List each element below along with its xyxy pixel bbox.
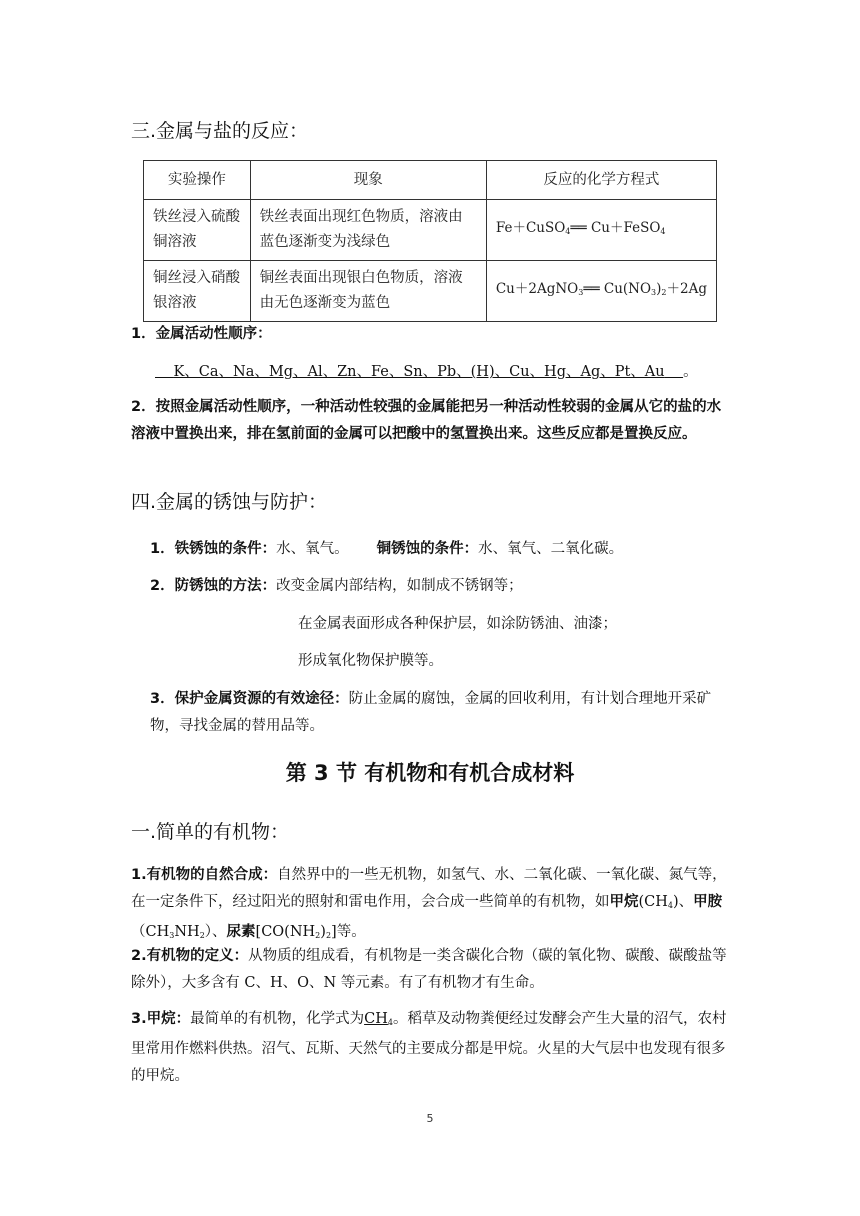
table-cell-equation: [486, 261, 716, 322]
activity-series-value: K、Ca、Na、Mg、Al、Zn、Fe、Sn、Pb、(H)、Cu、Hg、Ag、Pt、Au: [173, 364, 665, 380]
table-cell-operation: 铁丝浸入硫酸铜溶液: [144, 200, 251, 261]
formula-subscript: 2: [199, 931, 205, 940]
formula-part: [CO(NH: [255, 924, 316, 940]
eq-part: ): [656, 281, 662, 297]
formula-subscript: 4: [387, 1018, 393, 1027]
iron-corrosion-label: 1．铁锈蚀的条件：: [150, 541, 277, 557]
section-heading-corrosion: 四.金属的锈蚀与防护：: [131, 491, 328, 513]
resource-label: 3．保护金属资源的有效途径：: [150, 691, 349, 707]
table-cell-phenomenon: 铁丝表面出现红色物质，溶液由蓝色逐渐变为浅绿色: [250, 200, 486, 261]
formula-part: ): [320, 924, 326, 940]
anti-corrosion-label: 2．防锈蚀的方法：: [150, 578, 277, 594]
methane-label: 3.甲烷：: [131, 1011, 191, 1027]
anti-corrosion-line2: 在金属表面形成各种保护层，如涂防锈油、油漆；: [298, 616, 617, 632]
page-number: 5: [426, 1112, 434, 1125]
anti-corrosion-text: 改变金属内部结构，如制成不锈钢等；: [276, 578, 523, 594]
anti-corrosion-methods: [150, 573, 750, 600]
eq-part: Cu＋2AgNO: [495, 281, 579, 297]
urea-term: 尿素: [226, 924, 256, 940]
formula-subscript: 2: [325, 931, 332, 940]
formula-part: )、: [673, 894, 694, 910]
formula-part: (CH: [638, 894, 668, 910]
table-cell-operation: 铜丝浸入硝酸银溶液: [144, 261, 251, 322]
eq-part: ＋2Ag: [666, 281, 707, 297]
chapter-title: 第 3 节 有机物和有机合成材料: [285, 761, 575, 785]
table-header: 现象: [250, 161, 486, 200]
methylamine-term: 甲胺: [693, 894, 723, 910]
eq-subscript: 4: [565, 227, 571, 236]
methane-formula: [364, 1011, 393, 1027]
eq-arrow: ══: [583, 281, 600, 297]
resource-text: 防止金属的腐蚀，金属的回收利用，有计划合理地开采矿物，寻找金属的替用品等。: [150, 691, 712, 734]
activity-series: [155, 360, 698, 384]
formula-part: ]等。: [331, 924, 366, 940]
eq-part: Fe＋CuSO: [495, 220, 566, 236]
formula-part: （CH: [131, 924, 170, 940]
metal-resource-protection: [150, 686, 734, 740]
table-header: 实验操作: [144, 161, 251, 200]
displacement-rule: 2．按照金属活动性顺序，一种活动性较强的金属能把另一种活动性较弱的金属从它的盐的水溶液中置换出来，排在氢前面的金属可以把酸中的氢置换出来。这些反应都是置换反应。: [131, 399, 722, 442]
formula-subscript: 4: [667, 901, 673, 910]
anti-corrosion-line3: 形成氧化物保护膜等。: [298, 653, 443, 669]
paragraph-text: 。稻草及动物粪便经过发酵会产生大量的沼气，农村里常用作燃料供热。沼气、瓦斯、天然气的主要成分都是甲烷。火星的大气层中也发现有很多的甲烷。: [131, 1011, 727, 1084]
natural-synthesis-paragraph: [131, 862, 735, 949]
section-heading-metal-salt: 三.金属与盐的反应：: [131, 120, 309, 142]
reaction-table: [143, 160, 717, 322]
organic-definition-paragraph: [131, 943, 735, 997]
eq-subscript: 3: [651, 288, 657, 297]
organic-definition-text: 从物质的组成看，有机物是一类含碳化合物（碳的氧化物、碳酸、碳酸盐等除外），大多含有 C、H、O、N 等元素。有了有机物才有生命。: [131, 948, 727, 991]
section-heading-simple-organics: 一.简单的有机物：: [131, 821, 290, 843]
iron-corrosion-text: 水、氧气。: [276, 541, 349, 557]
formula-part: CH: [364, 1011, 388, 1027]
corrosion-conditions: [150, 536, 750, 563]
eq-subscript: 4: [660, 227, 666, 236]
table-cell-equation: [486, 200, 716, 261]
activity-series-label: 1．金属活动性顺序：: [131, 326, 272, 342]
paragraph-text: 自然界中的一些无机物，如氢气、水、二氧化碳、一氧化碳、氮气等，在一定条件下，经过阳光的照射和雷电作用，会合成一些简单的有机物，如: [131, 867, 727, 910]
formula-subscript: 2: [315, 931, 321, 940]
activity-series-end: 。: [683, 364, 698, 380]
table-header-row: [144, 161, 717, 200]
table-header: 反应的化学方程式: [486, 161, 716, 200]
eq-subscript: 3: [578, 288, 584, 297]
methane-term: 甲烷: [609, 894, 639, 910]
formula-part: ）、: [204, 924, 227, 940]
table-row: [144, 200, 717, 261]
eq-part: Cu＋FeSO: [586, 220, 661, 236]
formula-subscript: 3: [169, 931, 175, 940]
organic-definition-label: 2.有机物的定义：: [131, 948, 249, 964]
methane-paragraph: [131, 1006, 735, 1090]
activity-series-text: [155, 364, 683, 380]
paragraph-text: 最简单的有机物，化学式为: [190, 1011, 365, 1027]
eq-subscript: 2: [661, 288, 667, 297]
copper-corrosion-text: 水、氧气、二氧化碳。: [478, 541, 624, 557]
copper-corrosion-label: 铜锈蚀的条件：: [376, 541, 479, 557]
natural-synthesis-label: 1.有机物的自然合成：: [131, 867, 278, 883]
table-cell-phenomenon: 铜丝表面出现银白色物质，溶液由无色逐渐变为蓝色: [250, 261, 486, 322]
formula-part: NH: [174, 924, 200, 940]
eq-part: Cu(NO: [599, 281, 652, 297]
eq-arrow: ══: [570, 220, 587, 236]
table-row: [144, 261, 717, 322]
